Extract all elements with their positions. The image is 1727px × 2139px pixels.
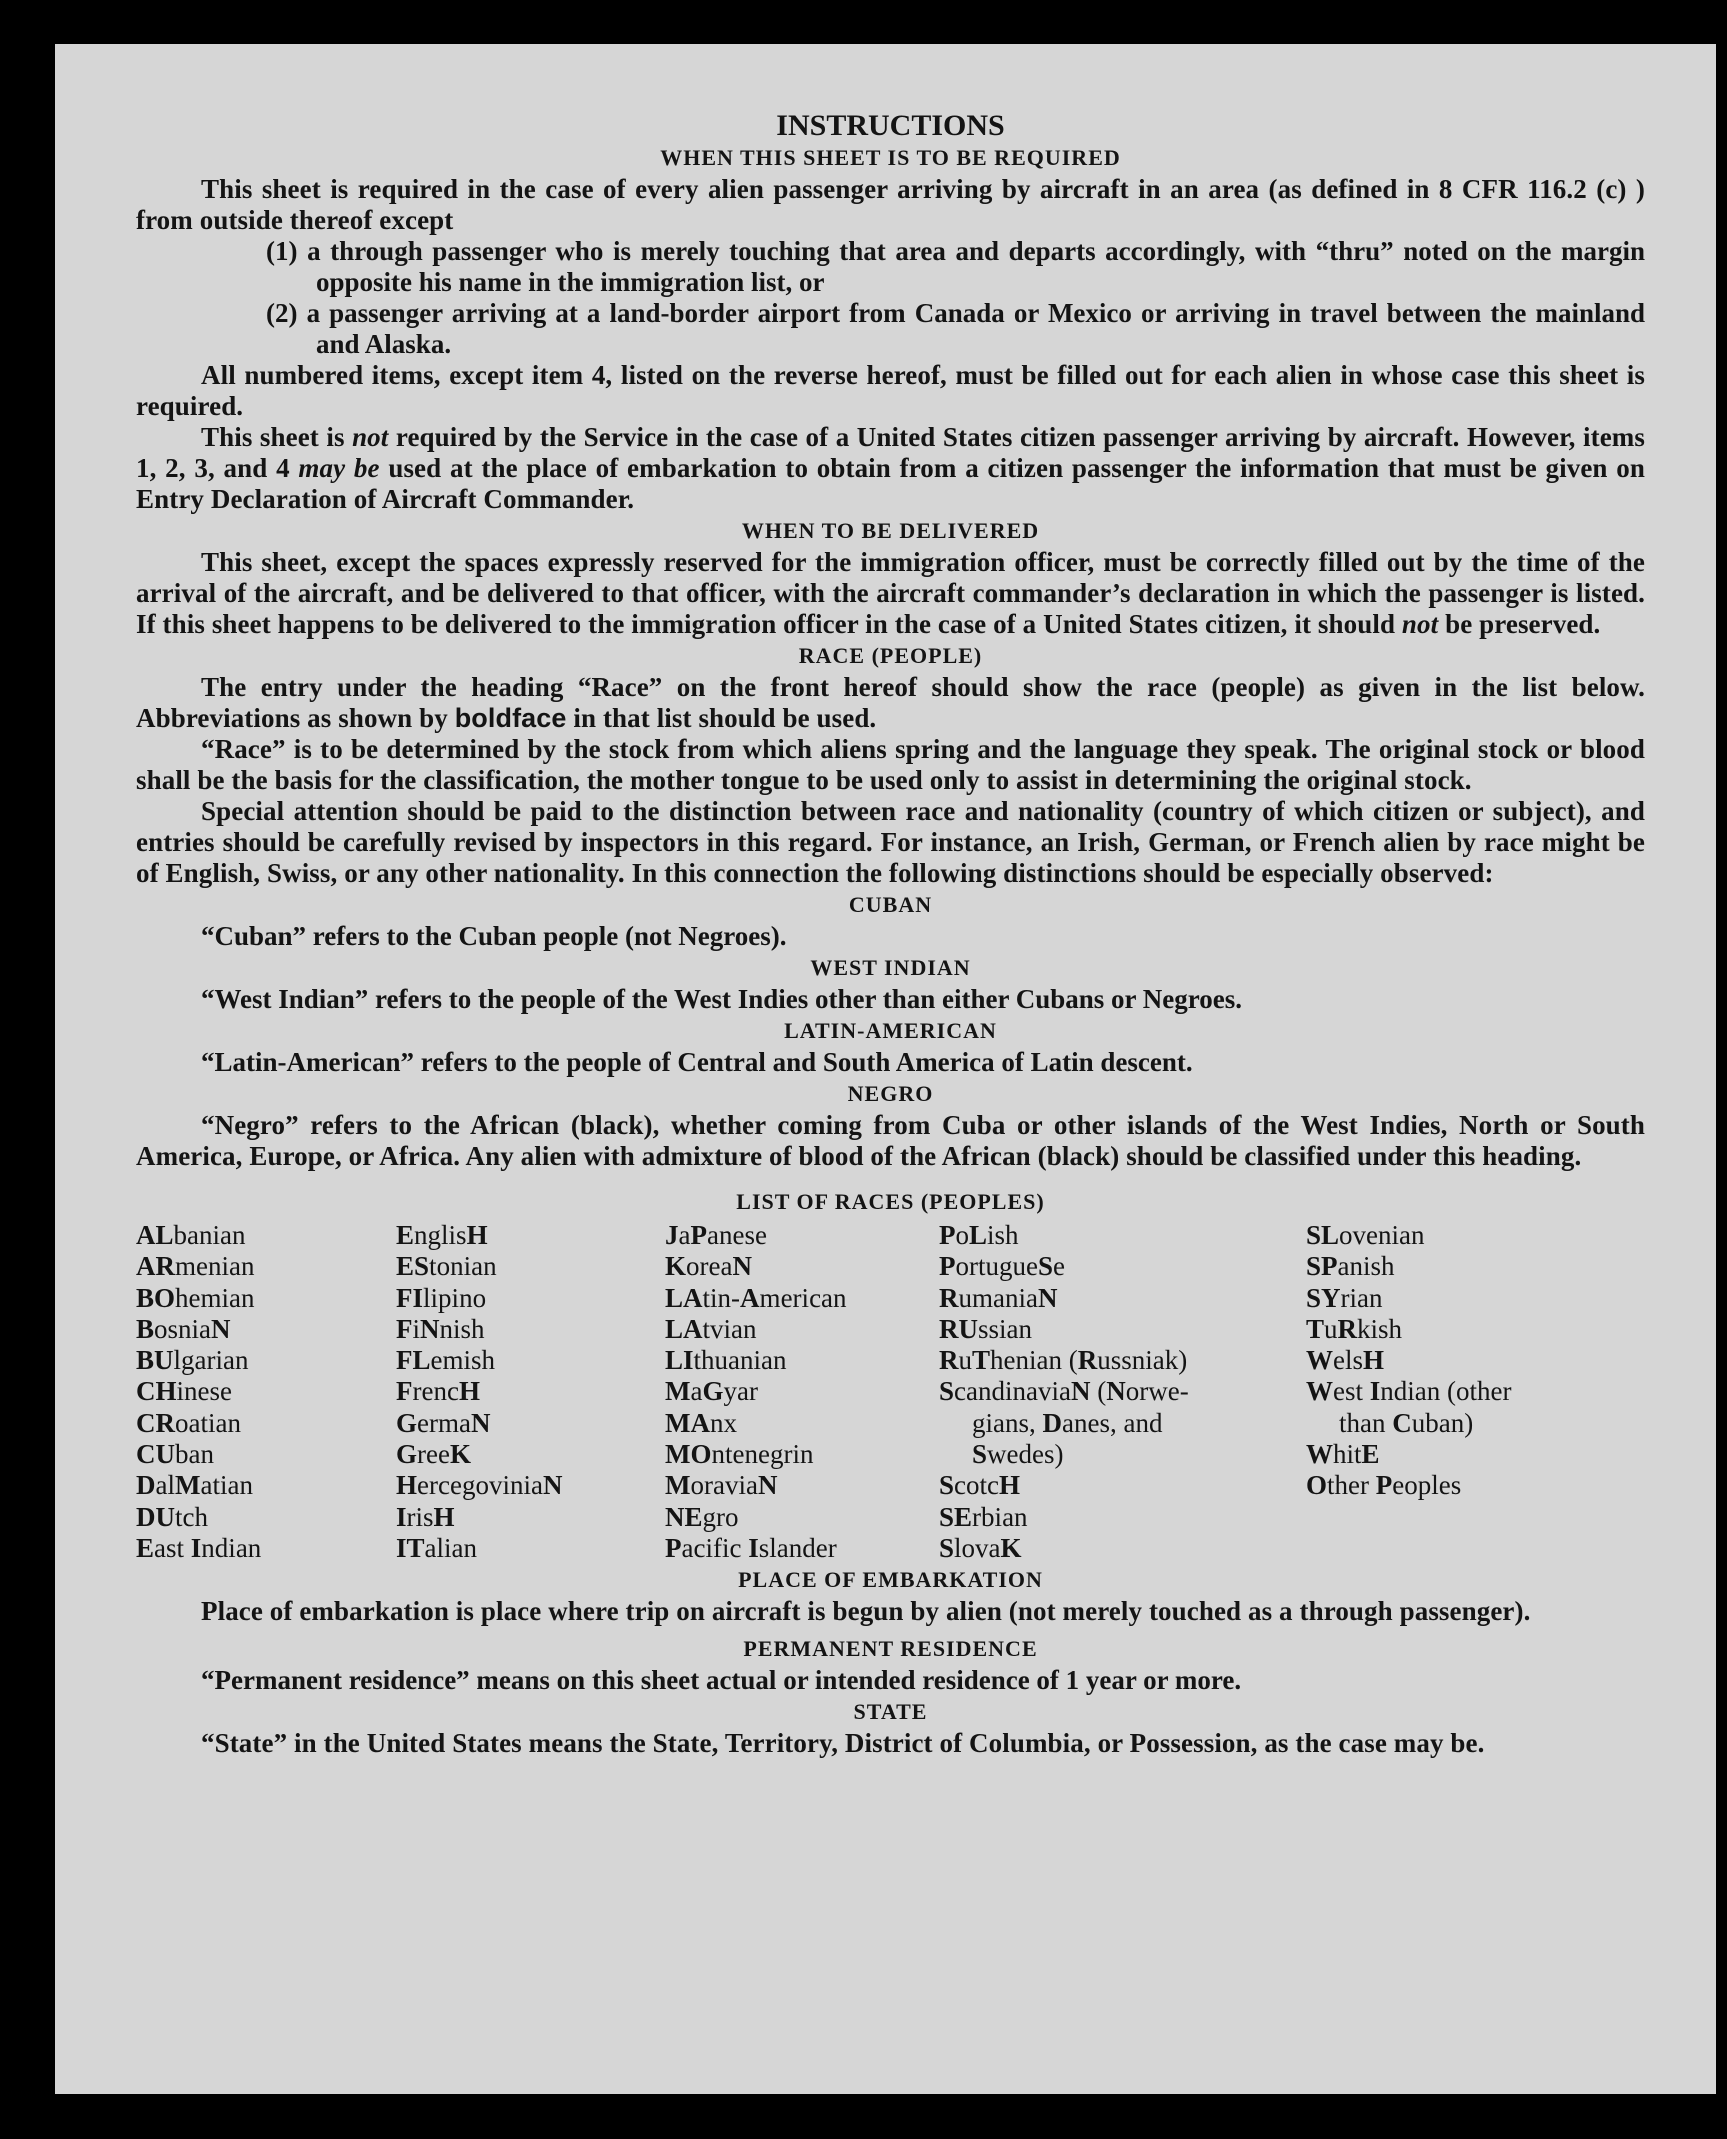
race-entry: MaGyar	[665, 1376, 758, 1407]
race-entry: LAtin-American	[665, 1282, 847, 1313]
race-column-2	[396, 1220, 562, 1564]
required-exception-1: (1) a through passenger who is merely touching that area and departs accordingly, with “thru” noted on the margin opposite his name in the immigration list, or	[266, 236, 1645, 297]
race-entry: WelsH	[1306, 1345, 1385, 1376]
race-entry: ARmenian	[136, 1251, 255, 1282]
race-entry: DalMatian	[136, 1470, 253, 1501]
race-entry: than Cuban)	[1339, 1407, 1474, 1438]
race-entry: GermaN	[396, 1407, 491, 1438]
latin-american-definition: “Latin-American” refers to the people of Central and South America of Latin descent.	[201, 1047, 1193, 1077]
race-entry: LAtvian	[665, 1313, 757, 1344]
race-entry: CHinese	[136, 1376, 233, 1407]
race-entry: TuRkish	[1306, 1313, 1403, 1344]
west-indian-definition: “West Indian” refers to the people of the West Indies other than either Cubans or Negroes.	[201, 984, 1243, 1014]
race-column-3	[665, 1220, 847, 1564]
race-entry: RumaniaN	[939, 1282, 1058, 1313]
race-entry: East Indian	[136, 1532, 262, 1563]
race-entry: GreeK	[396, 1439, 471, 1470]
heading-list-of-races: LIST OF RACES (PEOPLES)	[736, 1189, 1045, 1214]
heading-race: RACE (PEOPLE)	[798, 643, 983, 668]
race-entry: SlovaK	[939, 1532, 1022, 1563]
race-entry: CRoatian	[136, 1407, 241, 1438]
race-entry: Other Peoples	[1306, 1470, 1462, 1501]
race-entry: DUtch	[136, 1501, 208, 1532]
embarkation-definition: Place of embarkation is place where trip on aircraft is begun by alien (not merely touched as a through passenger).	[201, 1596, 1531, 1626]
race-list	[136, 1220, 1645, 1564]
heading-embarkation: PLACE OF EMBARKATION	[738, 1567, 1043, 1592]
race-entry: FLemish	[396, 1345, 496, 1376]
heading-cuban: CUBAN	[848, 892, 933, 917]
required-exception-2: (2) a passenger arriving at a land-border airport from Canada or Mexico or arriving in travel between the mainland and Alaska.	[266, 298, 1645, 359]
delivered-paragraph: This sheet, except the spaces expressly reserved for the immigration officer, must be correctly filled out by the time of the arrival of the aircraft, and be delivered to that officer, with the aircraft commander’s declaration in which the passenger is listed. If this sheet happens to be delivered to the immigration officer in the case of a United States citizen, it should not be preserved.	[136, 547, 1645, 639]
negro-definition: “Negro” refers to the African (black), whether coming from Cuba or other islands of the West Indies, North or South America, Europe, or Africa. Any alien with admixture of blood of the African (black) should be classified under this heading.	[136, 1110, 1645, 1171]
state-definition: “State” in the United States means the State, Territory, District of Columbia, or Possession, as the case may be.	[201, 1728, 1485, 1758]
race-entry: BUlgarian	[136, 1345, 249, 1376]
race-entry: SYrian	[1306, 1282, 1383, 1313]
race-entry: PortugueSe	[939, 1251, 1066, 1282]
race-entry: West Indian (other	[1306, 1376, 1512, 1407]
instructions-content	[136, 109, 1645, 1759]
race-entry: MAnx	[665, 1407, 737, 1438]
race-entry: MoraviaN	[665, 1470, 778, 1501]
required-paragraph-2: All numbered items, except item 4, listed on the reverse hereof, must be filled out for each alien in whose case this sheet is required.	[136, 360, 1645, 421]
race-entry: Swedes)	[972, 1439, 1064, 1470]
race-entry: ScotcH	[939, 1470, 1021, 1501]
heading-state: STATE	[853, 1699, 928, 1724]
race-entry: EnglisH	[396, 1220, 488, 1250]
race-paragraph-2: “Race” is to be determined by the stock from which aliens spring and the language they speak. The original stock or blood shall be the basis for the classification, the mother tongue to be used only to assist in determining the original stock.	[136, 734, 1645, 795]
heading-residence: PERMANENT RESIDENCE	[743, 1636, 1038, 1661]
race-entry: JaPanese	[665, 1220, 767, 1250]
race-entry: EStonian	[396, 1251, 497, 1282]
race-entry: SLovenian	[1306, 1220, 1425, 1250]
race-paragraph-3: Special attention should be paid to the distinction between race and nationality (country of which citizen or subject), and entries should be carefully revised by inspectors in this regard. For instance, an Irish, German, or French alien by race might be of English, Swiss, or any other nationality. In this connection the following distinctions should be especially observed:	[136, 796, 1645, 888]
race-entry: FIlipino	[396, 1282, 487, 1313]
race-entry: RuThenian (Russniak)	[939, 1345, 1188, 1376]
race-entry: SPanish	[1306, 1251, 1395, 1282]
race-entry: PoLish	[939, 1220, 1019, 1250]
race-column-5	[1306, 1220, 1512, 1502]
heading-negro: NEGRO	[847, 1081, 934, 1106]
heading-required: WHEN THIS SHEET IS TO BE REQUIRED	[660, 145, 1121, 170]
race-entry: RUssian	[939, 1313, 1033, 1344]
race-entry: CUban	[136, 1439, 214, 1470]
race-column-4	[939, 1220, 1259, 1564]
race-entry: FiNnish	[396, 1313, 485, 1344]
race-entry: KoreaN	[665, 1251, 752, 1282]
race-entry: NEgro	[665, 1501, 739, 1532]
race-entry: BosniaN	[136, 1313, 231, 1344]
heading-latin-american: LATIN-AMERICAN	[784, 1018, 997, 1043]
heading-delivered: WHEN TO BE DELIVERED	[741, 518, 1040, 543]
race-entry: gians, Danes, and	[972, 1407, 1163, 1438]
race-entry: Pacific Islander	[665, 1532, 837, 1563]
race-entry: BOhemian	[136, 1282, 255, 1313]
race-entry: WhitE	[1306, 1439, 1380, 1470]
race-entry: IrisH	[396, 1501, 455, 1532]
residence-definition: “Permanent residence” means on this sheet actual or intended residence of 1 year or more.	[201, 1665, 1242, 1695]
race-entry: FrencH	[396, 1376, 480, 1407]
cuban-definition: “Cuban” refers to the Cuban people (not Negroes).	[201, 921, 787, 951]
required-paragraph-1: This sheet is required in the case of every alien passenger arriving by aircraft in an area (as defined in 8 CFR 116.2 (c) ) from outside thereof except	[136, 174, 1645, 235]
race-entry: MOntenegrin	[665, 1439, 814, 1470]
required-paragraph-3: This sheet is not required by the Service in the case of a United States citizen passenger arriving by aircraft. However, items 1, 2, 3, and 4 may be used at the place of embarkation to obtain from a citizen passenger the information that must be given on Entry Declaration of Aircraft Commander.	[136, 422, 1645, 514]
heading-west-indian: WEST INDIAN	[810, 955, 971, 980]
race-paragraph-1: The entry under the heading “Race” on the front hereof should show the race (people) as given in the list below. Abbreviations as shown by boldface in that list should be used.	[136, 672, 1645, 733]
race-column-1	[136, 1220, 261, 1564]
page-title: INSTRUCTIONS	[776, 109, 1005, 142]
race-entry: ScandinaviaN (Norwe-	[939, 1376, 1189, 1407]
race-entry: SErbian	[939, 1501, 1028, 1532]
race-entry: ITalian	[396, 1532, 478, 1563]
document-sheet	[55, 44, 1716, 2094]
race-entry: ALbanian	[136, 1220, 246, 1250]
race-entry: HercegoviniaN	[396, 1470, 563, 1501]
race-entry: LIthuanian	[665, 1345, 787, 1376]
